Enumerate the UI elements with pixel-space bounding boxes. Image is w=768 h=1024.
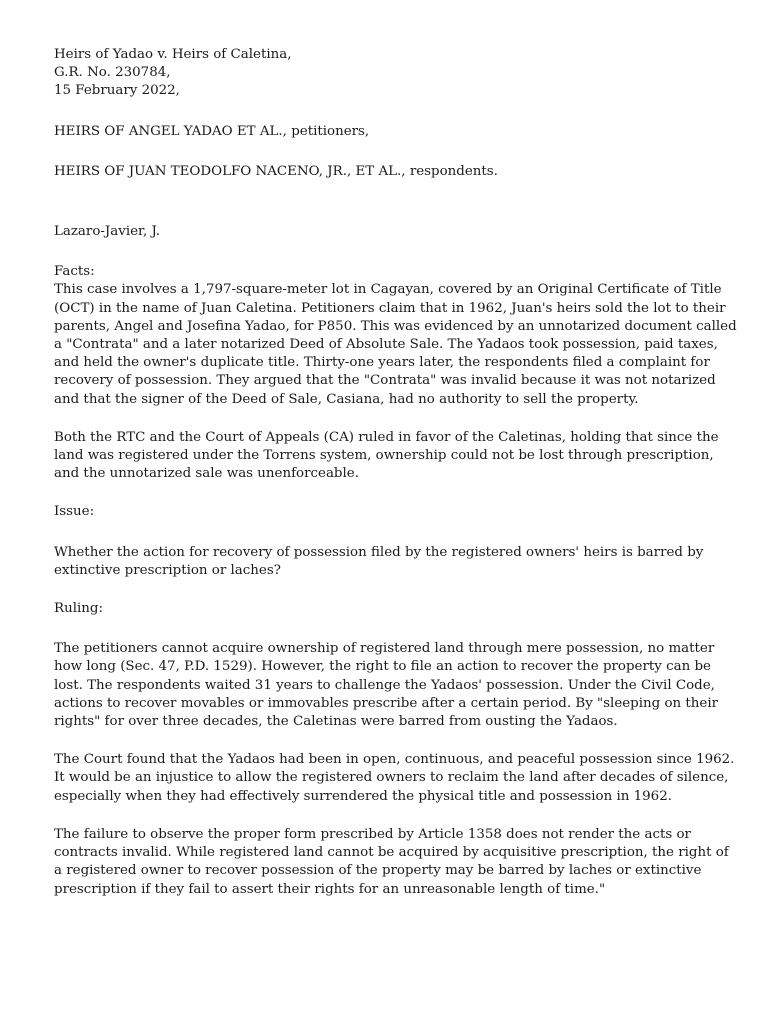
ruling-paragraph-1: The petitioners cannot acquire ownership of registered land through mere possession, no matter how long (Sec. 47, P.D. 1529). However, the right to file an action to recover the property can be lost. The respondents waited 31 years to challenge the Yadaos' possession. Under the Civil Code, actions to recover movables or immovables prescribe after a certain period. By "sleeping on their rights" for over three decades, the Caletinas were barred from ousting the Yadaos. bbox=[54, 641, 719, 730]
case-date: 15 February 2022, bbox=[54, 83, 180, 99]
ruling-heading: Ruling: bbox=[54, 601, 103, 617]
ruling-paragraph-3: The failure to observe the proper form prescribed by Article 1358 does not render the acts or contracts invalid. While registered land cannot be acquired by acquisitive prescription, the right of a registered owner to recover possession of the property may be barred by laches or extinctive prescription if they fail to assert their rights for an unreasonable length of time." bbox=[54, 826, 729, 897]
issue-text: Whether the action for recovery of possession filed by the registered owners' heirs is barred by extinctive prescription or laches? bbox=[54, 544, 704, 578]
case-caption: Heirs of Yadao v. Heirs of Caletina, bbox=[54, 47, 292, 62]
issue-heading: Issue: bbox=[54, 504, 95, 520]
facts-paragraph-1: This case involves a 1,797-square-meter lot in Cagayan, covered by an Original Certificate of Title (OCT) in the name of Juan Caletina. Petitioners claim that in 1962, Juan's heirs sold the lot to their parents, Angel and Josefina Yadao, for P850. This was evidenced by an unnotarized document called a "Contrata" and a later notarized Deed of Absolute Sale. The Yadaos took possession, paid taxes, and held the owner's duplicate title. Thirty-one years later, the respondents filed a complaint for recovery of possession. They argued that the "Contrata" was invalid because it was not notarized and that the signer of the Deed of Sale, Casiana, had no authority to sell the property. bbox=[54, 282, 737, 407]
respondents-line: HEIRS OF JUAN TEODOLFO NACENO, JR., ET AL., respondents. bbox=[54, 163, 498, 179]
facts-paragraph-2: Both the RTC and the Court of Appeals (CA) ruled in favor of the Caletinas, holding that since the land was registered under the Torrens system, ownership could not be lost through prescription, and the unnotarized sale was unenforceable. bbox=[54, 429, 719, 482]
document-page bbox=[54, 46, 740, 899]
ponente-line: Lazaro-Javier, J. bbox=[54, 224, 161, 240]
petitioners-line: HEIRS OF ANGEL YADAO ET AL., petitioners, bbox=[54, 123, 370, 139]
case-gr-number: G.R. No. 230784, bbox=[54, 65, 171, 81]
facts-heading: Facts: bbox=[54, 264, 95, 280]
ruling-paragraph-2: The Court found that the Yadaos had been in open, continuous, and peaceful possession since 1962. It would be an injustice to allow the registered owners to reclaim the land after decades of silence, especially when they had effectively surrendered the physical title and possession in 1962. bbox=[54, 752, 735, 804]
